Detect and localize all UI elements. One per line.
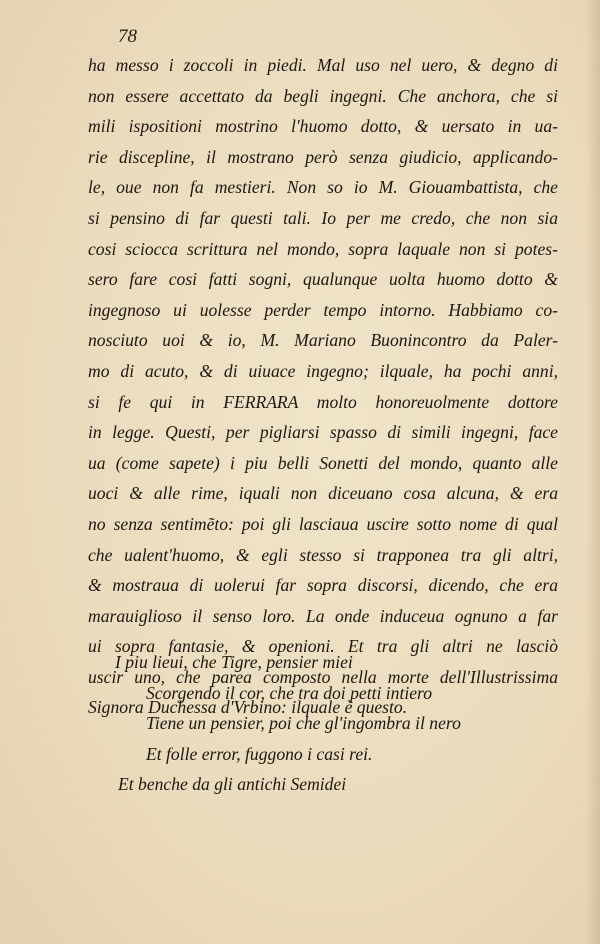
prose-line: cosi sciocca scrittura nel mondo, sopra laquale non si potes- [88,238,558,259]
prose-line: rie discepline, il mostrano però senza giudicio, applicando- [88,146,558,167]
verse-line: Scorgendo il cor, che tra doi petti intiero [146,682,433,703]
verse-line: Tiene un pensier, poi che gl'ingombra il nero [146,713,461,734]
prose-line: si pensino di far questi tali. Io per me credo, che non sia [88,207,558,228]
prose-line: ha messo i zoccoli in piedi. Mal uso nel uero, & degno di [88,55,558,75]
prose-block [88,50,558,723]
verse-line: I piu lieui, che Tigre, pensier miei [115,652,353,672]
prose-line: no senza sentimẽto: poi gli lasciaua uscire sotto nome di qual [88,513,558,534]
prose-line: & mostraua di uolerui far sopra discorsi, dicendo, che era [88,575,558,596]
prose-line: in legge. Questi, per pigliarsi spasso di simili ingegni, face [88,422,558,443]
prose-line: che ualent'huomo, & egli stesso si trapponea tra gli altri, [88,544,558,565]
verse-block [0,647,560,800]
prose-line: uoci & alle rime, iquali non diceuano cosa alcuna, & era [88,483,558,504]
prose-line: le, oue non fa mestieri. Non so io M. Giouambattista, che [88,177,558,198]
page-gutter-shadow [586,0,600,944]
prose-line: non essere accettato da begli ingegni. Che anchora, che si [88,85,558,106]
page-number: 78 [118,26,137,47]
prose-line: ua (come sapete) i piu belli Sonetti del mondo, quanto alle [88,452,558,473]
prose-line: Signora Duchessa d'Vrbino: ilquale è questo. [88,697,408,718]
prose-line: marauiglioso il senso loro. La onde induceua ognuno a far [88,605,558,626]
prose-line: si fe qui in FERRARA molto honoreuolmente dottore [88,391,558,412]
prose-line: uscir uno, che parea composto nella morte dell'Illustrissima [88,666,558,687]
verse-line: Et folle error, fuggono i casi rei. [146,743,373,764]
prose-line: mo di acuto, & di uiuace ingegno; ilquale, ha pochi anni, [88,360,558,381]
prose-line: sero fare cosi fatti sogni, qualunque uolta huomo dotto & [88,269,558,290]
prose-line: nosciuto uoi & io, M. Mariano Buonincontro da Paler- [88,330,558,351]
prose-line: mili ispositioni mostrino l'huomo dotto, & uersato in ua- [88,116,558,137]
prose-line: ingegnoso ui uolesse perder tempo intorno. Habbiamo co- [88,299,558,320]
prose-line: ui sopra fantasie, & openioni. Et tra gli altri ne lasciò [88,636,558,657]
verse-line: Et benche da gli antichi Semidei [118,774,347,795]
